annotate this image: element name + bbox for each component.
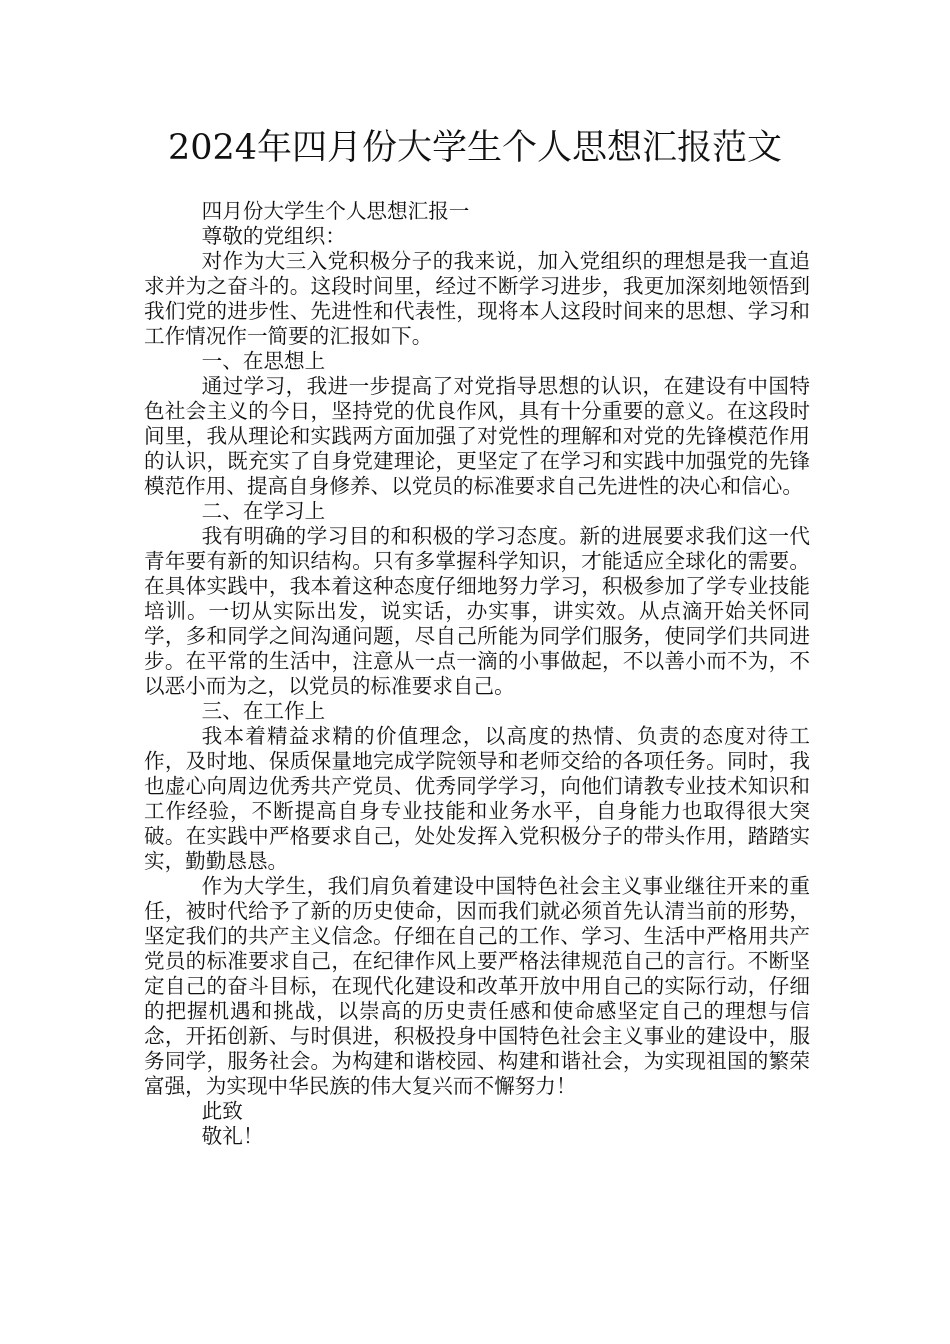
closing-line: 此致 <box>201 1099 243 1123</box>
salutation: 尊敬的党组织： <box>201 224 346 248</box>
document-body <box>144 199 810 1149</box>
section-heading: 三、在工作上 <box>201 699 326 723</box>
section-heading: 一、在思想上 <box>201 349 326 373</box>
body-paragraph: 我有明确的学习目的和积极的学习态度。新的进展要求我们这一代青年要有新的知识结构。只有多掌握科学知识，才能适应全球化的需要。在具体实践中，我本着这种态度仔细地努力学习，积极参加了学专业技能培训。一切从实际出发，说实话，办实事，讲实效。从点滴开始关怀同学，多和同学之间沟通问题，尽自己所能为同学们服务，使同学们共同进步。在平常的生活中，注意从一点一滴的小事做起，不以善小而不为，不以恶小而为之，以党员的标准要求自己。 <box>144 524 810 698</box>
section-heading: 四月份大学生个人思想汇报一 <box>201 199 470 223</box>
body-paragraph: 作为大学生，我们肩负着建设中国特色社会主义事业继往开来的重任，被时代给予了新的历史使命，因而我们就必须首先认清当前的形势，坚定我们的共产主义信念。仔细在自己的工作、学习、生活中严格用共产党员的标准要求自己，在纪律作风上要严格法律规范自己的言行。不断坚定自己的奋斗目标，在现代化建设和改革开放中用自己的实际行动，仔细的把握机遇和挑战，以崇高的历史责任感和使命感坚定自己的理想与信念，开拓创新、与时俱进，积极投身中国特色社会主义事业的建设中，服务同学，服务社会。为构建和谐校园、构建和谐社会，为实现祖国的繁荣富强，为实现中华民族的伟大复兴而不懈努力！ <box>144 874 810 1098</box>
document-title: 2024年四月份大学生个人思想汇报范文 <box>167 128 783 168</box>
section-heading: 二、在学习上 <box>201 499 326 523</box>
body-paragraph: 我本着精益求精的价值理念，以高度的热情、负责的态度对待工作，及时地、保质保量地完成学院领导和老师交给的各项任务。同时，我也虚心向周边优秀共产党员、优秀同学学习，向他们请教专业技术知识和工作经验，不断提高自身专业技能和业务水平，自身能力也取得很大突破。在实践中严格要求自己，处处发挥入党积极分子的带头作用，踏踏实实，勤勤恳恳。 <box>144 724 810 873</box>
body-paragraph: 对作为大三入党积极分子的我来说，加入党组织的理想是我一直追求并为之奋斗的。这段时间里，经过不断学习进步，我更加深刻地领悟到我们党的进步性、先进性和代表性，现将本人这段时间来的思想、学习和工作情况作一简要的汇报如下。 <box>144 249 810 348</box>
body-paragraph: 通过学习，我进一步提高了对党指导思想的认识，在建设有中国特色社会主义的今日，坚持党的优良作风，具有十分重要的意义。在这段时间里，我从理论和实践两方面加强了对党性的理解和对党的先锋模范作用的认识，既充实了自身党建理论，更坚定了在学习和实践中加强党的先锋模范作用、提高自身修养、以党员的标准要求自己先进性的决心和信心。 <box>144 374 810 498</box>
closing-line: 敬礼！ <box>201 1124 264 1148</box>
